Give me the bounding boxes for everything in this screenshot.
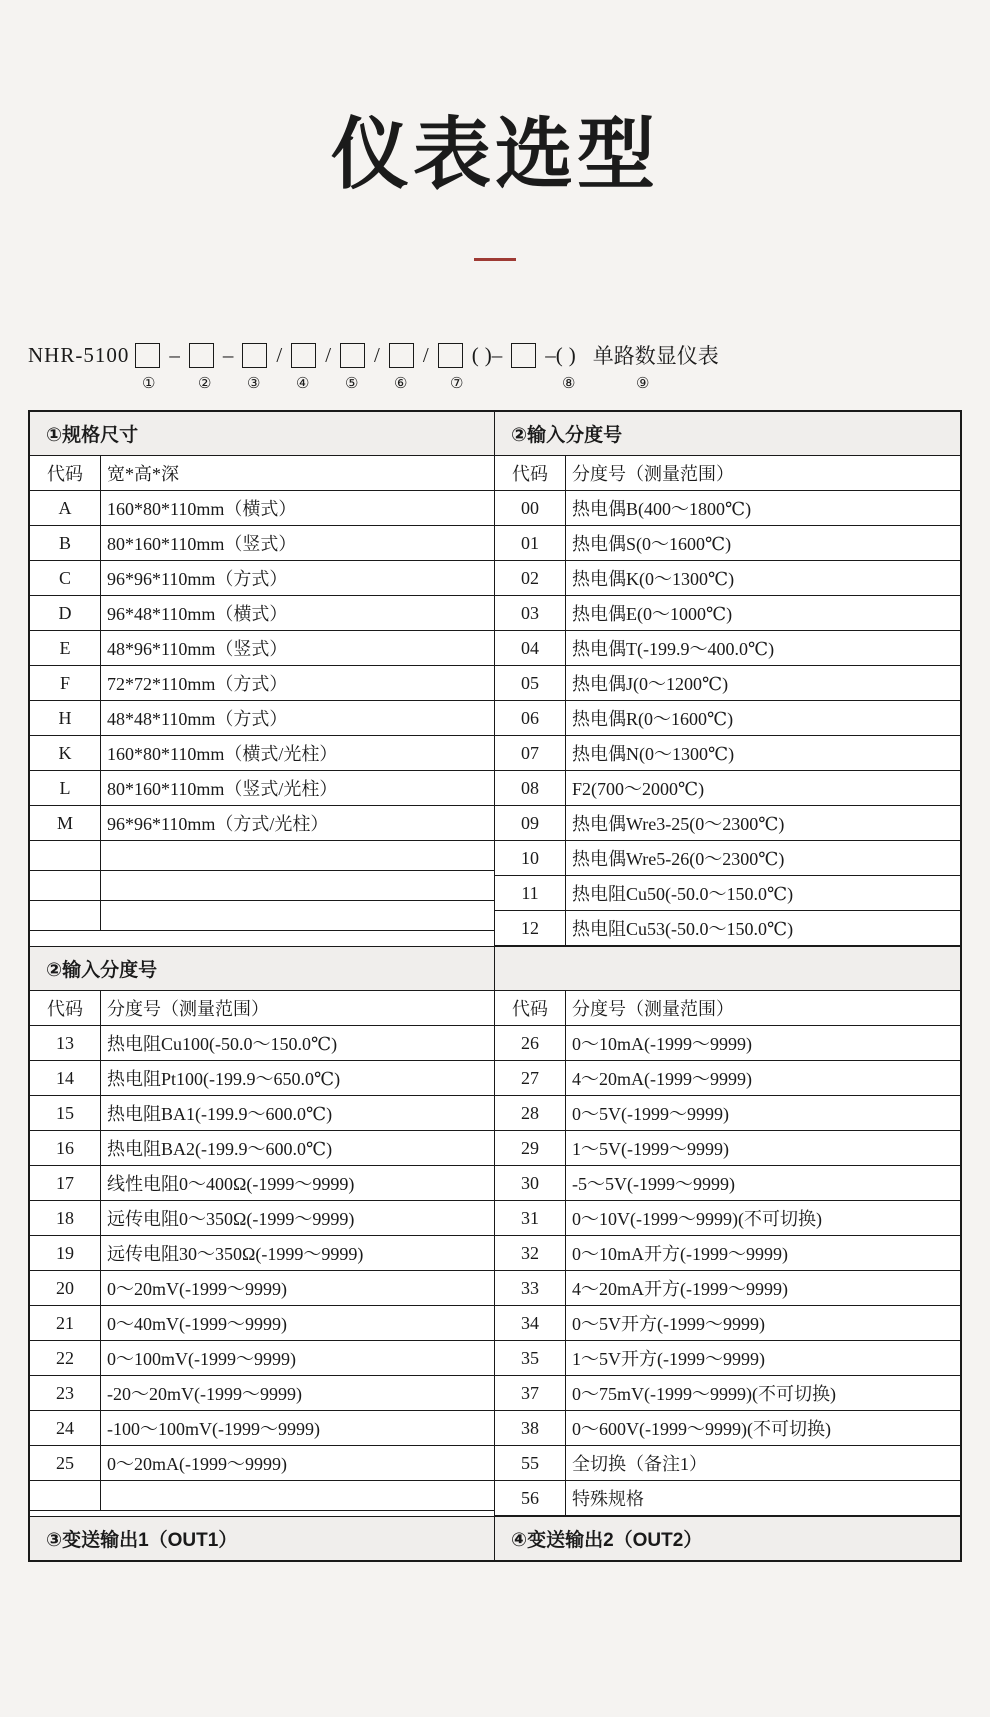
row-code: D <box>30 596 101 631</box>
section-3-header <box>30 1516 960 1560</box>
row-desc: 48*96*110mm（竖式） <box>101 631 495 666</box>
row-code: 34 <box>495 1306 566 1341</box>
table-row <box>495 876 960 911</box>
row-code: 32 <box>495 1236 566 1271</box>
row-desc: 远传电阻0～350Ω(-1999～9999) <box>101 1201 495 1236</box>
table-row <box>30 1236 494 1271</box>
table-row <box>495 736 960 771</box>
row-code: M <box>30 806 101 841</box>
table-row <box>30 526 494 561</box>
section-1-right-title: ②输入分度号 <box>511 425 623 446</box>
table-row <box>30 1306 494 1341</box>
row-desc: 0～20mA(-1999～9999) <box>101 1446 495 1481</box>
col-desc: 分度号（测量范围） <box>566 991 961 1026</box>
row-code: 16 <box>30 1131 101 1166</box>
page-title: 仪表选型 <box>330 110 659 198</box>
row-code: 33 <box>495 1271 566 1306</box>
row-desc: 0～75mV(-1999～9999)(不可切换) <box>566 1376 961 1411</box>
col-desc: 分度号（测量范围） <box>566 456 961 491</box>
table-row <box>30 666 494 701</box>
row-desc: -20～20mV(-1999～9999) <box>101 1376 495 1411</box>
row-desc: 0～600V(-1999～9999)(不可切换) <box>566 1411 961 1446</box>
section-2-right-title <box>495 947 960 990</box>
row-code: 21 <box>30 1306 101 1341</box>
row-code: 17 <box>30 1166 101 1201</box>
row-code: 20 <box>30 1271 101 1306</box>
row-desc: 热电偶K(0～1300℃) <box>566 561 961 596</box>
table-row-blank <box>30 871 494 901</box>
table-row <box>495 1341 960 1376</box>
row-code: 18 <box>30 1201 101 1236</box>
table-row <box>495 1026 960 1061</box>
row-code: 13 <box>30 1026 101 1061</box>
table-row <box>495 1166 960 1201</box>
row-desc: 96*96*110mm（方式） <box>101 561 495 596</box>
row-desc: 0～10mA(-1999～9999) <box>566 1026 961 1061</box>
title-divider <box>0 248 990 266</box>
row-desc: 0～10V(-1999～9999)(不可切换) <box>566 1201 961 1236</box>
section-1-header <box>30 412 960 456</box>
section-1-body <box>30 456 960 946</box>
col-code: 代码 <box>495 456 566 491</box>
table-header-row <box>495 991 960 1026</box>
model-suffix: 单路数显仪表 <box>592 344 719 368</box>
row-code: 27 <box>495 1061 566 1096</box>
model-sep-7: ( <box>471 342 479 367</box>
row-code: 12 <box>495 911 566 946</box>
row-blank <box>30 1481 101 1511</box>
selection-tables <box>28 410 962 1562</box>
row-desc: 热电偶T(-199.9～400.0℃) <box>566 631 961 666</box>
table-row <box>495 1271 960 1306</box>
row-desc: 热电偶J(0～1200℃) <box>566 666 961 701</box>
model-sep-6: / <box>422 342 429 367</box>
row-code: 30 <box>495 1166 566 1201</box>
model-sep-2: – <box>222 342 234 367</box>
table-row <box>495 666 960 701</box>
row-code: 07 <box>495 736 566 771</box>
row-desc: 0～100mV(-1999～9999) <box>101 1341 495 1376</box>
row-desc: 0～40mV(-1999～9999) <box>101 1306 495 1341</box>
col-desc: 宽*高*深 <box>101 456 495 491</box>
row-blank <box>101 841 495 871</box>
input-range-table-3 <box>495 991 960 1516</box>
row-code: 19 <box>30 1236 101 1271</box>
row-blank <box>101 901 495 931</box>
row-desc: 0～5V(-1999～9999) <box>566 1096 961 1131</box>
section-3-left-title: ③变送输出1（OUT1） <box>30 1517 495 1560</box>
table-header-row <box>30 456 494 491</box>
row-desc: 热电偶E(0～1000℃) <box>566 596 961 631</box>
model-sep-3: / <box>276 342 283 367</box>
table-row <box>30 561 494 596</box>
section-2-right <box>495 991 960 1516</box>
table-row <box>495 1201 960 1236</box>
table-row <box>495 631 960 666</box>
model-sep-1: – <box>169 342 180 367</box>
section-1-left-title: ①规格尺寸 <box>30 412 495 455</box>
row-blank <box>101 1481 495 1511</box>
table-row <box>30 736 494 771</box>
row-desc: 远传电阻30～350Ω(-1999～9999) <box>101 1236 495 1271</box>
table-row <box>495 596 960 631</box>
table-row <box>495 1446 960 1481</box>
row-desc: 80*160*110mm（竖式） <box>101 526 495 561</box>
table-header-row <box>495 456 960 491</box>
section-1-left <box>30 456 495 946</box>
row-desc: 160*80*110mm（横式/光柱） <box>101 736 495 771</box>
row-code: A <box>30 491 101 526</box>
section-3-right-title: ④变送输出2（OUT2） <box>511 1530 703 1551</box>
model-box-5 <box>340 343 365 368</box>
col-code: 代码 <box>30 991 101 1026</box>
row-code: K <box>30 736 101 771</box>
row-code: F <box>30 666 101 701</box>
table-row <box>495 526 960 561</box>
table-row <box>495 491 960 526</box>
table-row <box>30 1166 494 1201</box>
row-desc: 热电偶S(0～1600℃) <box>566 526 961 561</box>
row-code: 25 <box>30 1446 101 1481</box>
table-row <box>495 1096 960 1131</box>
spec-size-table <box>30 456 494 931</box>
section-2-left-title: ②输入分度号 <box>30 947 495 990</box>
row-desc: 96*48*110mm（横式） <box>101 596 495 631</box>
table-row <box>495 911 960 946</box>
row-desc: 0～20mV(-1999～9999) <box>101 1271 495 1306</box>
model-box-7 <box>438 343 463 368</box>
model-index-2: ② <box>198 376 212 392</box>
row-desc: 96*96*110mm（方式/光柱） <box>101 806 495 841</box>
row-code: 31 <box>495 1201 566 1236</box>
row-code: 35 <box>495 1341 566 1376</box>
table-row <box>495 1411 960 1446</box>
row-code: 10 <box>495 841 566 876</box>
row-desc: 热电偶Wre5-26(0～2300℃) <box>566 841 961 876</box>
table-row <box>30 1411 494 1446</box>
table-row <box>495 1131 960 1166</box>
row-desc: 热电阻Cu53(-50.0～150.0℃) <box>566 911 961 946</box>
row-code: 38 <box>495 1411 566 1446</box>
row-desc: 1～5V开方(-1999～9999) <box>566 1341 961 1376</box>
model-sep-9: –( <box>545 342 563 367</box>
table-row <box>30 1376 494 1411</box>
table-row <box>30 1131 494 1166</box>
row-desc: 热电阻Cu50(-50.0～150.0℃) <box>566 876 961 911</box>
row-code: 06 <box>495 701 566 736</box>
table-row <box>495 771 960 806</box>
row-desc: 热电阻Pt100(-199.9～650.0℃) <box>101 1061 495 1096</box>
row-desc: 80*160*110mm（竖式/光柱） <box>101 771 495 806</box>
row-code: H <box>30 701 101 736</box>
model-box-1 <box>135 343 160 368</box>
row-code: 00 <box>495 491 566 526</box>
row-code: 22 <box>30 1341 101 1376</box>
section-2-body <box>30 991 960 1516</box>
model-index-9: ⑨ <box>636 376 650 392</box>
row-code: 11 <box>495 876 566 911</box>
model-box-4 <box>291 343 316 368</box>
row-code: 08 <box>495 771 566 806</box>
model-index-row <box>0 374 990 394</box>
row-blank <box>30 901 101 931</box>
table-header-row <box>30 991 494 1026</box>
row-desc: 72*72*110mm（方式） <box>101 666 495 701</box>
row-code: 15 <box>30 1096 101 1131</box>
table-row <box>30 1061 494 1096</box>
row-desc: 热电阻BA1(-199.9～600.0℃) <box>101 1096 495 1131</box>
row-desc: 热电偶R(0～1600℃) <box>566 701 961 736</box>
table-row <box>495 841 960 876</box>
table-row <box>495 1376 960 1411</box>
row-code: 03 <box>495 596 566 631</box>
model-sep-5: / <box>374 342 380 367</box>
row-code: 29 <box>495 1131 566 1166</box>
row-desc: 全切换（备注1） <box>566 1446 961 1481</box>
model-index-1: ① <box>142 376 156 392</box>
model-sep-8: )– <box>484 342 503 367</box>
table-row-blank <box>30 841 494 871</box>
row-code: 55 <box>495 1446 566 1481</box>
table-row <box>30 1341 494 1376</box>
model-index-6: ⑥ <box>394 376 408 392</box>
row-desc: 4～20mA(-1999～9999) <box>566 1061 961 1096</box>
model-prefix: NHR-5100 <box>28 342 130 367</box>
row-blank <box>30 841 101 871</box>
row-code: 37 <box>495 1376 566 1411</box>
row-code: L <box>30 771 101 806</box>
row-desc: -100～100mV(-1999～9999) <box>101 1411 495 1446</box>
table-row <box>30 1201 494 1236</box>
model-index-8: ⑧ <box>562 376 576 392</box>
row-desc: 0～5V开方(-1999～9999) <box>566 1306 961 1341</box>
table-row <box>495 1481 960 1516</box>
section-2-header <box>30 946 960 991</box>
model-index-7: ⑦ <box>450 376 464 392</box>
col-desc: 分度号（测量范围） <box>101 991 495 1026</box>
model-index-5: ⑤ <box>345 376 359 392</box>
model-box-3 <box>242 343 267 368</box>
model-box-8 <box>511 343 536 368</box>
row-desc: 热电阻BA2(-199.9～600.0℃) <box>101 1131 495 1166</box>
row-desc: 48*48*110mm（方式） <box>101 701 495 736</box>
table-row <box>30 596 494 631</box>
table-row <box>30 1271 494 1306</box>
table-row <box>495 1306 960 1341</box>
row-code: 02 <box>495 561 566 596</box>
section-1-right <box>495 456 960 946</box>
table-row <box>30 631 494 666</box>
row-desc: -5～5V(-1999～9999) <box>566 1166 961 1201</box>
table-row <box>30 1446 494 1481</box>
model-sep-10: ) <box>568 342 576 367</box>
row-desc: 热电偶B(400～1800℃) <box>566 491 961 526</box>
row-blank <box>30 871 101 901</box>
row-code: 23 <box>30 1376 101 1411</box>
row-code: 09 <box>495 806 566 841</box>
table-row <box>495 806 960 841</box>
table-row <box>30 771 494 806</box>
row-code: 04 <box>495 631 566 666</box>
row-code: 14 <box>30 1061 101 1096</box>
table-row <box>495 561 960 596</box>
row-code: B <box>30 526 101 561</box>
table-row <box>495 1061 960 1096</box>
model-sep-4: / <box>325 342 332 367</box>
table-row <box>30 806 494 841</box>
input-range-table-1 <box>495 456 960 946</box>
model-index-4: ④ <box>296 376 310 392</box>
row-code: E <box>30 631 101 666</box>
table-row <box>30 1026 494 1061</box>
row-desc: 160*80*110mm（横式） <box>101 491 495 526</box>
row-desc: 特殊规格 <box>566 1481 961 1516</box>
table-row <box>30 701 494 736</box>
row-desc: 热电偶N(0～1300℃) <box>566 736 961 771</box>
row-code: 56 <box>495 1481 566 1516</box>
table-row-blank <box>30 901 494 931</box>
model-box-2 <box>189 343 214 368</box>
col-code: 代码 <box>495 991 566 1026</box>
row-code: 05 <box>495 666 566 701</box>
row-desc: 0～10mA开方(-1999～9999) <box>566 1236 961 1271</box>
table-row <box>495 701 960 736</box>
row-desc: 1～5V(-1999～9999) <box>566 1131 961 1166</box>
table-row <box>495 1236 960 1271</box>
section-2-left <box>30 991 495 1516</box>
table-row <box>30 1096 494 1131</box>
row-desc: 4～20mA开方(-1999～9999) <box>566 1271 961 1306</box>
row-desc: 热电偶Wre3-25(0～2300℃) <box>566 806 961 841</box>
row-blank <box>101 871 495 901</box>
row-code: 24 <box>30 1411 101 1446</box>
input-range-table-2 <box>30 991 494 1511</box>
row-code: C <box>30 561 101 596</box>
col-code: 代码 <box>30 456 101 491</box>
model-box-6 <box>389 343 414 368</box>
model-index-3: ③ <box>247 376 261 392</box>
row-desc: 线性电阻0～400Ω(-1999～9999) <box>101 1166 495 1201</box>
row-desc: 热电阻Cu100(-50.0～150.0℃) <box>101 1026 495 1061</box>
table-row-blank <box>30 1481 494 1511</box>
table-row <box>30 491 494 526</box>
row-code: 01 <box>495 526 566 561</box>
model-code-line <box>0 340 990 370</box>
row-code: 26 <box>495 1026 566 1061</box>
row-code: 28 <box>495 1096 566 1131</box>
row-desc: F2(700～2000℃) <box>566 771 961 806</box>
